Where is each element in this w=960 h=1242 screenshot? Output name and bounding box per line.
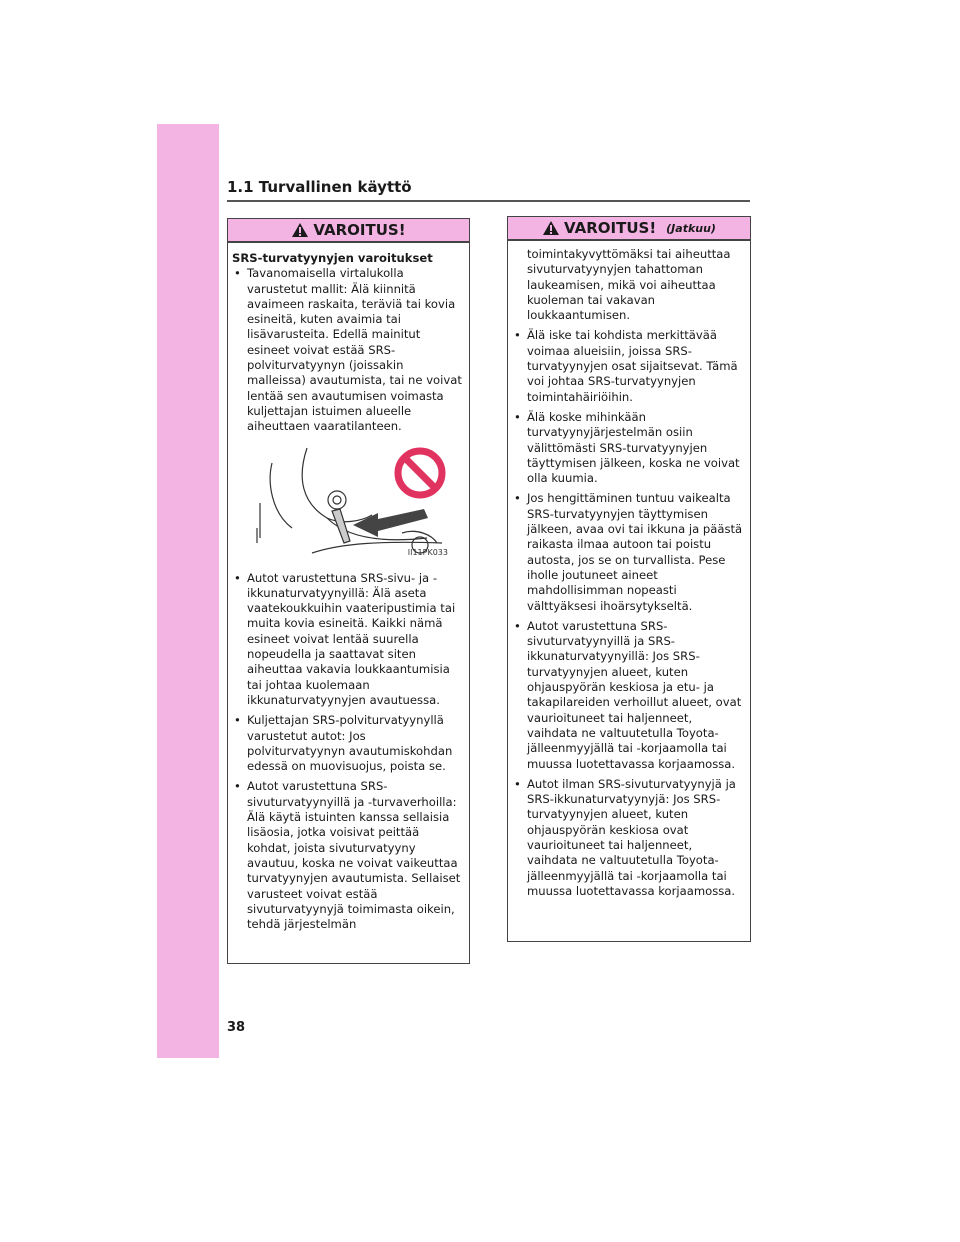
section-header: 1.1 Turvallinen käyttö [227, 178, 412, 196]
warning-triangle-icon [291, 222, 309, 238]
warning-title-bar [508, 217, 750, 241]
warning-title-suffix: (Jatkuu) [666, 221, 716, 235]
illustration-drawing [252, 443, 448, 561]
chapter-side-tab [157, 124, 219, 1058]
list-item: • Älä koske mihinkään turvatyynyjärjestelmän osiin välittömästi SRS-turvatyynyjen täyttymisen jälkeen, koska ne voivat olla kuumia. [512, 410, 744, 486]
warning-subheading: SRS-turvatyynyjen varoitukset [232, 251, 433, 265]
warning-title-bar [228, 219, 469, 243]
warning-triangle-icon [542, 220, 560, 236]
list-item: • Autot ilman SRS-sivuturvatyynyjä ja SRS-ikkunaturvatyynyjä: Jos SRS-turvatyynyjen alueet, kuten ohjauspyörän keskiosa ovat vaurioituneet tai haljenneet, vaihdata ne valtuutetulla Toyota-jälleenmyyjällä tai -korjaamolla tai muussa luotettavassa korjaamossa. [512, 777, 744, 899]
warning-title: VAROITUS! [313, 221, 406, 239]
continued-text: toimintakyvyttömäksi tai aiheuttaa sivuturvatyynyjen tahattoman laukeamisen, mikä voi aiheuttaa kuoleman tai vakavan loukkaantumisen. [527, 247, 731, 323]
header-rule [227, 200, 750, 202]
warning-title: VAROITUS! [564, 219, 657, 237]
list-item: • Autot varustettuna SRS-sivuturvatyynyillä ja -turvaverhoilla: Älä käytä istuinten kanssa sellaisia lisäosia, jotka voisivat peittää kohdat, joista sivuturvatyyny avautuu, koska ne voivat vaikeuttaa turvatyynyjen avautumista. Sellaiset varusteet voivat estää sivuturvatyynyjä toimimasta oikein, tehdä järjestelmän [232, 779, 463, 932]
warning-body-left [228, 243, 469, 932]
list-item: • Autot varustettuna SRS-sivuturvatyynyillä ja SRS-ikkunaturvatyynyillä: Jos SRS-turvatyynyjen alueet, kuten ohjauspyörän keskiosa ja etu- ja takapilareiden verhoillut alueet, ovat vaurioituneet tai haljenneet, vaihdata ne valtuutetulla Toyota-jälleenmyyjällä tai -korjaamolla tai muussa luotettavassa korjaamossa. [512, 619, 744, 772]
warning-body-right [508, 241, 750, 899]
list-item: • Jos hengittäminen tuntuu vaikealta SRS-turvatyynyjen täyttymisen jälkeen, avaa ovi tai ikkuna ja päästä raikasta ilmaa autoon tai poistu autosta, jos se on turvallista. Pese iholle joutuneet aineet mahdollisimman nopeasti välttyäksesi ihoärsytykseltä. [512, 491, 744, 613]
list-item: • Kuljettajan SRS-polviturvatyynyllä varustetut autot: Jos polviturvatyynyn avautumiskohdan edessä on muovisuojus, poista se. [232, 713, 463, 774]
warning-box-right [507, 216, 751, 942]
figure-code: II11PK033 [407, 548, 448, 558]
page-number: 38 [227, 1020, 246, 1035]
no-entry-icon [398, 451, 442, 495]
airbag-key-illustration [252, 443, 448, 561]
list-item: • Autot varustettuna SRS-sivu- ja -ikkunaturvatyynyillä: Älä aseta vaatekoukkuihin vaateripustimia tai muita kovia esineitä. Kaikki nämä esineet voivat lentää suurella nopeudella ja saattavat siten aiheuttaa vakavia loukkaantumisia tai johtaa kuolemaan ikkunaturvatyynyjen avautuessa. [232, 571, 463, 709]
warning-box-left [227, 218, 470, 964]
list-item: • Tavanomaisella virtalukolla varustetut mallit: Älä kiinnitä avaimeen raskaita, teräviä tai kovia esineitä, kuten avaimia tai lisävarusteita. Edellä mainitut esineet voivat estää SRS-polviturvatyynyn (joissakin malleissa) avautumista, tai ne voivat lentää sen avautumisen voimasta kuljettajan istuimen alueelle aiheuttaen vaaratilanteen. [232, 266, 463, 434]
list-item: • Älä iske tai kohdista merkittävää voimaa alueisiin, joissa SRS-turvatyynyjen osat sijaitsevat. Tämä voi johtaa SRS-turvatyynyjen toimintahäiriöihin. [512, 328, 744, 404]
